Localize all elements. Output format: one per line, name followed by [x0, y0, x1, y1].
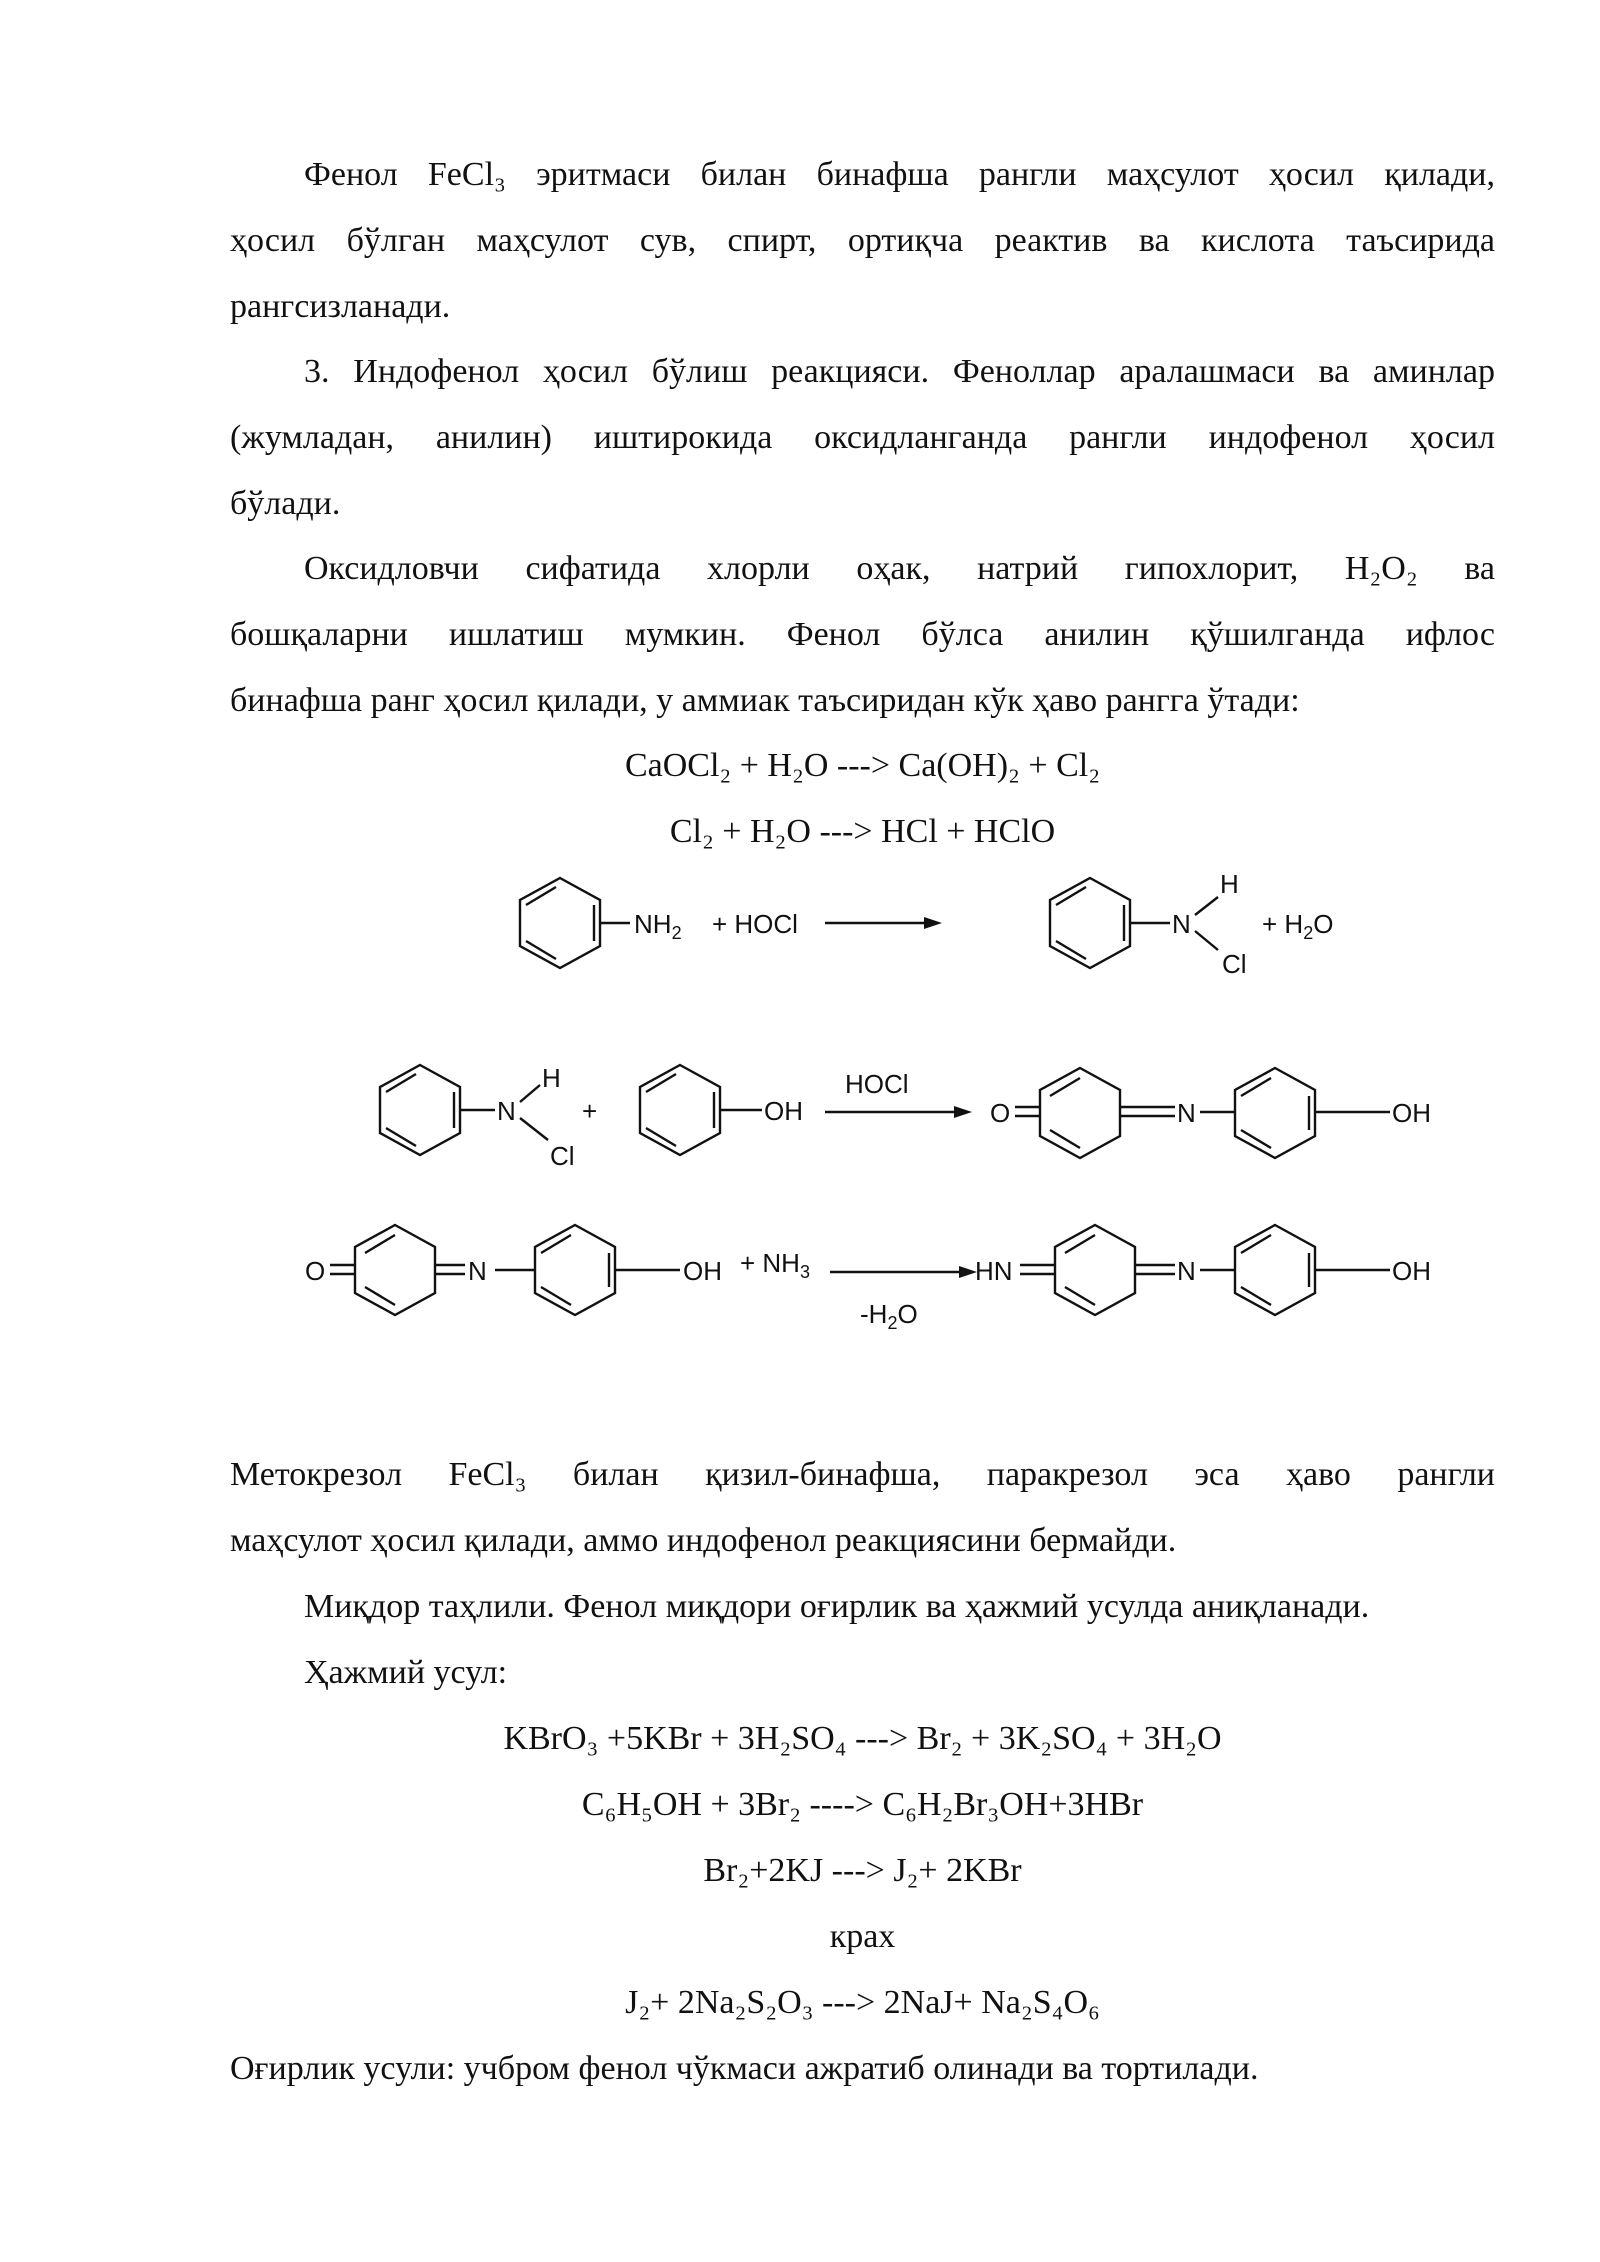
label-cl-1: Cl [1222, 949, 1247, 979]
text-line: маҳсулот ҳосил қилади, аммо индофенол реакциясини бермайди. [230, 1522, 1177, 1559]
text-line: Оксидловчи сифатида хлорли оҳак, натрий гипохлорит, H₂O₂ ва [304, 550, 1495, 587]
text-line: бошқаларни ишлатиш мумкин. Фенол бўлса анилин қўшилганда ифлос [230, 616, 1495, 653]
label-n-1: N [1172, 909, 1191, 939]
label-oh-3: OH [683, 1256, 722, 1286]
quinone-imine-ring [1020, 1225, 1235, 1315]
label-oh-phenol: OH [764, 1096, 803, 1126]
label-n-2: N [497, 1096, 516, 1126]
arrowhead-2 [954, 1106, 972, 1118]
paragraph-gravimetric [230, 2036, 1495, 2102]
equation-indicator: крах [829, 1918, 896, 1955]
n-chloroaniline-ring [1050, 878, 1218, 968]
text-line: Оғирлик усули: учбром фенол чўкмаси ажратиб олинади ва тортилади. [230, 2050, 1259, 2087]
label-nh2: $NH_2$ [634, 909, 682, 943]
text-line: (жумладан, анилин) иштирокида оксидланганда рангли индофенол ҳосил [230, 419, 1495, 456]
text-line: Миқдор таҳлили. Фенол миқдори оғирлик ва ҳажмий усулда аниқланади. [304, 1588, 1370, 1625]
equation-kbro3: KBrO₃ +5KBr + 3H₂SO₄ ---> Br₂ + 3K₂SO₄ + 3H₂O [503, 1720, 1222, 1757]
quinone-ring-2 [1015, 1068, 1235, 1158]
text-line: бинафша ранг ҳосил қилади, у аммиак таъсиридан кўк ҳаво рангга ўтади: [230, 682, 1300, 719]
label-h-2: H [542, 1063, 561, 1093]
label-hocl-reagent-2: HOCl [845, 1069, 909, 1099]
aniline-ring [520, 878, 630, 968]
label-cl-2: Cl [550, 1141, 575, 1171]
equation-thiosulfate: J₂+ 2Na₂S₂O₃ ---> 2NaJ+ Na₂S₄O₆ [625, 1984, 1100, 2021]
equation-cl2-water: Cl₂ + H₂O ---> HCl + HClO [669, 813, 1056, 850]
label-minus-h2o: $-H_2O$ [860, 1299, 918, 1333]
label-h-1: H [1220, 869, 1239, 899]
paragraph-volumetric-heading [230, 1640, 1495, 1706]
label-hocl-reagent-1: + HOCl [712, 909, 798, 939]
label-n-indophenol-2: N [1177, 1098, 1196, 1128]
equation-phenol-bromination: C₆H₅OH + 3Br₂ ----> C₆H₂Br₃OH+3HBr [581, 1786, 1144, 1823]
indophenol-reaction-scheme [0, 850, 1600, 1390]
text-line: бўлади. [230, 485, 341, 522]
paragraph-indophenol [230, 339, 1495, 537]
text-line: 3. Индофенол ҳосил бўлиш реакцияси. Феноллар аралашмаси ва аминлар [304, 353, 1495, 390]
paragraph-phenol-fecl3 [230, 142, 1495, 340]
equation-br2-kj: Br₂+2KJ ---> J₂+ 2KBr [703, 1852, 1022, 1889]
text-line: ҳосил бўлган маҳсулот сув, спирт, ортиқча реактив ва кислота таъсирида [230, 222, 1495, 259]
arrowhead-1 [924, 917, 942, 929]
phenol-ring-product-2 [1235, 1068, 1390, 1158]
phenol-ring [640, 1065, 762, 1155]
paragraph-oxidizers [230, 536, 1495, 734]
label-n-3: N [468, 1256, 487, 1286]
label-h2o-product: + $H_2O$ [1262, 909, 1334, 943]
quinone-ring-3 [330, 1225, 535, 1315]
text-line: рангсизланади. [230, 288, 451, 325]
label-nh3-reagent: + $NH_3$ [740, 1248, 810, 1282]
label-o-2: O [990, 1098, 1011, 1128]
phenol-ring-product-3 [1235, 1225, 1390, 1315]
label-plus: + [582, 1096, 598, 1126]
phenol-ring-reactant-3 [535, 1225, 680, 1315]
label-oh-2: OH [1392, 1098, 1431, 1128]
label-oh-product-3: OH [1392, 1256, 1431, 1286]
equation-caocl2: CaOCl₂ + H₂O ---> Ca(OH)₂ + Cl₂ [624, 747, 1101, 784]
text-line: Метокрезол FeCl₃ билан қизил-бинафша, паракрезол эса ҳаво рангли [230, 1456, 1495, 1493]
paragraph-cresols [230, 1442, 1495, 1574]
label-hn: HN [975, 1256, 1013, 1286]
label-o-3: O [305, 1256, 326, 1286]
n-chloroaniline-reactant-ring [380, 1065, 548, 1155]
paragraph-quantitative [230, 1574, 1495, 1640]
text-line: Фенол FeCl₃ эритмаси билан бинафша рангли маҳсулот ҳосил қилади, [304, 156, 1495, 193]
text-line: Ҳажмий усул: [304, 1654, 508, 1691]
label-n-indophenol-3: N [1177, 1256, 1196, 1286]
